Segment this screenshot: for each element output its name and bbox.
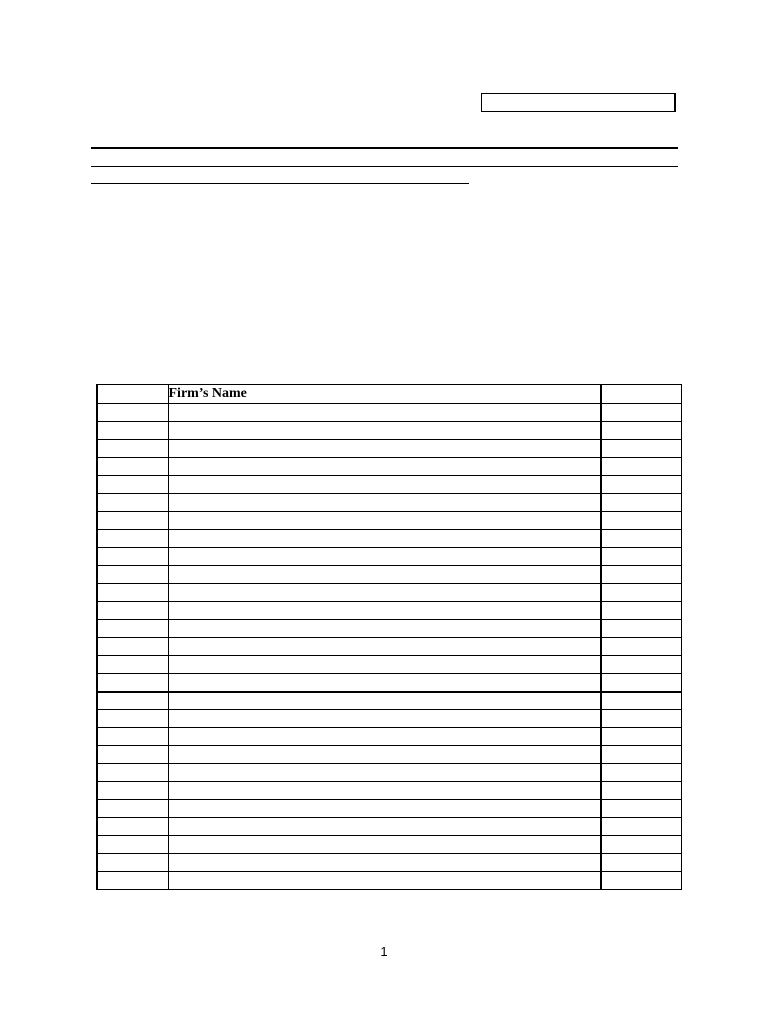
table-cell: [97, 620, 168, 638]
table-cell: [168, 728, 601, 746]
table-cell: [601, 728, 681, 746]
table-cell: [168, 404, 601, 422]
table-row: [97, 872, 681, 890]
table-cell: [601, 872, 681, 890]
table-cell: [601, 764, 681, 782]
table-cell: [168, 458, 601, 476]
table-cell: [168, 584, 601, 602]
table-cell: [168, 638, 601, 656]
table-cell: [601, 620, 681, 638]
table-row: [97, 548, 681, 566]
table-cell: [97, 548, 168, 566]
table-cell: [97, 566, 168, 584]
table-cell: [168, 818, 601, 836]
table-cell: [97, 440, 168, 458]
table-cell: [97, 530, 168, 548]
table-cell: [601, 422, 681, 440]
firms-table-body: [97, 404, 681, 890]
table-row: [97, 800, 681, 818]
table-cell: [601, 440, 681, 458]
table-row: [97, 494, 681, 512]
table-row: [97, 440, 681, 458]
table-row: [97, 764, 681, 782]
header-cell-extra: [601, 385, 681, 404]
header-rule-thick: [91, 147, 678, 149]
table-cell: [168, 800, 601, 818]
table-cell: [97, 854, 168, 872]
table-cell: [601, 692, 681, 710]
table-cell: [168, 602, 601, 620]
table-row: [97, 530, 681, 548]
firms-table: [96, 384, 682, 890]
table-cell: [601, 746, 681, 764]
table-cell: [168, 746, 601, 764]
table-cell: [97, 782, 168, 800]
table-cell: [168, 692, 601, 710]
table-row: [97, 476, 681, 494]
table-cell: [168, 566, 601, 584]
table-cell: [601, 854, 681, 872]
table-cell: [97, 656, 168, 674]
table-cell: [601, 404, 681, 422]
table-cell: [601, 710, 681, 728]
table-cell: [97, 800, 168, 818]
table-cell: [601, 494, 681, 512]
table-cell: [97, 692, 168, 710]
table-cell: [601, 638, 681, 656]
table-cell: [97, 710, 168, 728]
table-cell: [601, 836, 681, 854]
table-cell: [168, 674, 601, 692]
table-cell: [601, 800, 681, 818]
table-cell: [168, 440, 601, 458]
table-row: [97, 656, 681, 674]
table-cell: [601, 512, 681, 530]
table-cell: [601, 458, 681, 476]
table-cell: [97, 674, 168, 692]
header-rule-thin: [91, 166, 678, 167]
table-row: [97, 602, 681, 620]
table-cell: [97, 602, 168, 620]
table-cell: [601, 602, 681, 620]
table-cell: [168, 512, 601, 530]
table-cell: [97, 494, 168, 512]
table-cell: [97, 458, 168, 476]
table-row: [97, 458, 681, 476]
table-cell: [168, 620, 601, 638]
table-cell: [97, 584, 168, 602]
page-number: 1: [380, 944, 388, 959]
table-cell: [601, 530, 681, 548]
table-header-row: [97, 385, 681, 404]
header-rule-short: [91, 183, 469, 184]
table-cell: [168, 548, 601, 566]
reference-box: [481, 93, 676, 112]
table-cell: [168, 764, 601, 782]
header-cell-firm-name: Firm’s Name: [168, 385, 601, 404]
table-row: [97, 584, 681, 602]
table-cell: [97, 638, 168, 656]
table-row: [97, 818, 681, 836]
table-cell: [97, 746, 168, 764]
table-cell: [168, 782, 601, 800]
table-row: [97, 620, 681, 638]
table-cell: [601, 566, 681, 584]
table-cell: [97, 818, 168, 836]
table-cell: [97, 836, 168, 854]
table-cell: [168, 476, 601, 494]
table-cell: [168, 656, 601, 674]
table-row: [97, 710, 681, 728]
table-row: [97, 422, 681, 440]
table-cell: [601, 656, 681, 674]
table-row: [97, 746, 681, 764]
table-cell: [97, 476, 168, 494]
table-cell: [601, 548, 681, 566]
table-cell: [601, 476, 681, 494]
table-row: [97, 674, 681, 692]
header-cell-number: [97, 385, 168, 404]
table-cell: [601, 782, 681, 800]
table-row: [97, 404, 681, 422]
table-row: [97, 692, 681, 710]
table-cell: [168, 494, 601, 512]
table-cell: [168, 836, 601, 854]
table-row: [97, 566, 681, 584]
table-cell: [601, 818, 681, 836]
table-row: [97, 638, 681, 656]
table-cell: [601, 584, 681, 602]
table-cell: [97, 512, 168, 530]
table-cell: [601, 674, 681, 692]
table-row: [97, 728, 681, 746]
table-cell: [97, 764, 168, 782]
table-cell: [97, 728, 168, 746]
table-row: [97, 782, 681, 800]
table-cell: [97, 872, 168, 890]
table-row: [97, 836, 681, 854]
table-cell: [168, 872, 601, 890]
table-cell: [97, 422, 168, 440]
table-cell: [168, 530, 601, 548]
table-cell: [97, 404, 168, 422]
table-row: [97, 512, 681, 530]
table-cell: [168, 854, 601, 872]
table-cell: [168, 710, 601, 728]
table-row: [97, 854, 681, 872]
table-cell: [168, 422, 601, 440]
